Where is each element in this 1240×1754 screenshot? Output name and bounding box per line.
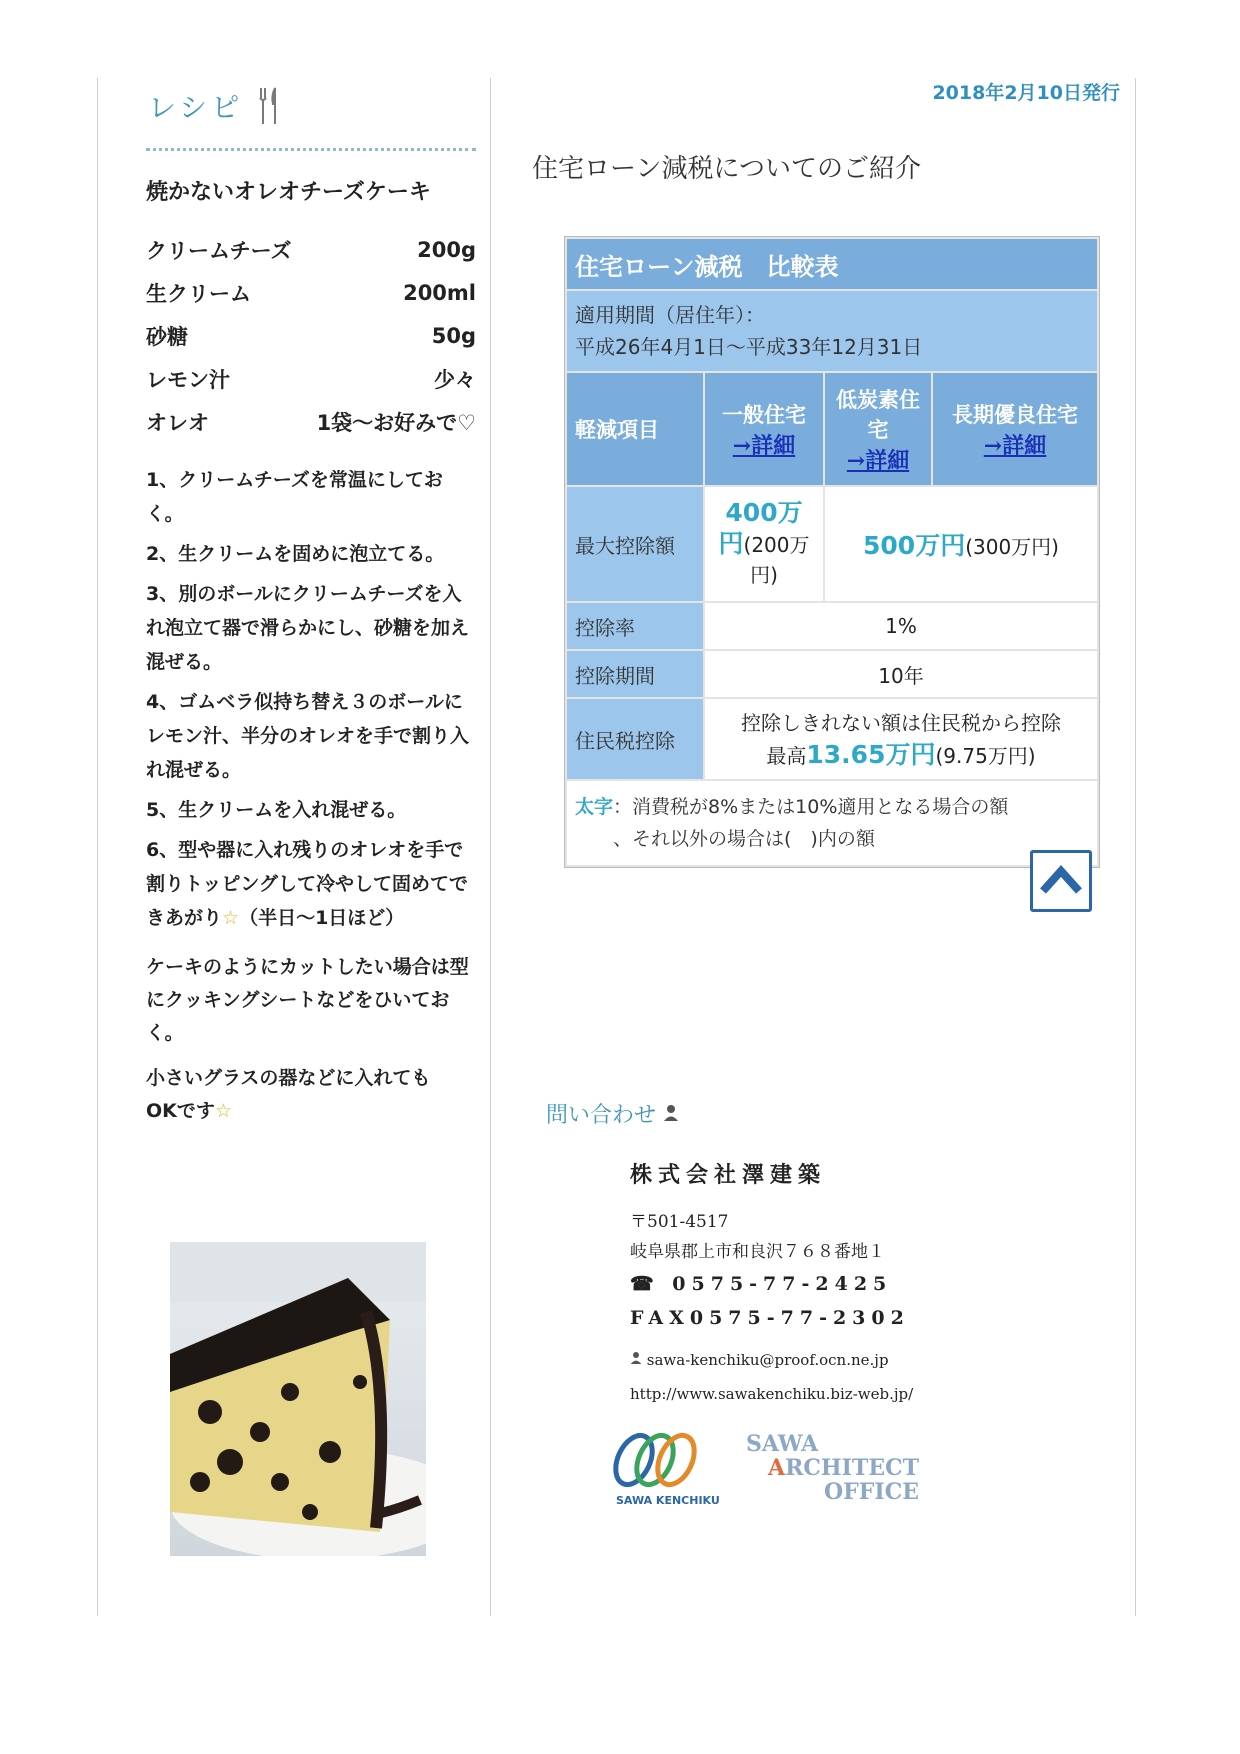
- table-title: 住宅ローン減税 比較表: [566, 238, 1098, 290]
- note-text: 小さいグラスの器などに入れても: [146, 1067, 431, 1089]
- chevron-up-icon: [1033, 853, 1089, 909]
- detail-link[interactable]: →詳細: [846, 447, 910, 474]
- resident-tax-pre: 最高: [766, 743, 807, 768]
- col-header-item: 軽減項目: [566, 372, 704, 486]
- star-icon: ☆: [214, 1100, 232, 1122]
- footnote-bold: 太字: [575, 796, 614, 818]
- ingredient-list: [146, 228, 476, 443]
- col-header-label: 一般住宅: [722, 402, 806, 427]
- brand-rest: RCHITECT: [785, 1455, 919, 1481]
- right-column: [500, 0, 1150, 1754]
- resident-tax-text: 控除しきれない額は住民税から控除: [741, 710, 1061, 735]
- url-row: [630, 1377, 913, 1411]
- row-label: 控除期間: [566, 650, 704, 698]
- recipe-heading-text: レシピ: [148, 91, 244, 124]
- recipe-step: 3、別のボールにクリームチーズを入れ泡立て器で滑らかにし、砂糖を加え混ぜる。: [146, 583, 470, 673]
- row-label: 最大控除額: [566, 486, 704, 602]
- email-link[interactable]: sawa-kenchiku@proof.ocn.ne.jp: [646, 1351, 889, 1369]
- recipe-step: 4、ゴムベラ似持ち替え３のボールにレモン汁、半分のオレオを手で割り入れ混ぜる。: [146, 691, 470, 781]
- resident-tax-value: 13.65万円: [806, 739, 936, 769]
- period-value: 平成26年4月1日～平成33年12月31日: [575, 335, 923, 359]
- max-deduction-value: 400万円: [718, 498, 803, 558]
- ingredient-name: オレオ: [146, 410, 209, 435]
- max-deduction-value: 500万円: [863, 531, 966, 560]
- recipe-column: [146, 80, 476, 1140]
- person-icon: [630, 1351, 642, 1365]
- footnote-text: ：消費税が8%または10%適用となる場合の額: [613, 796, 1009, 818]
- table-footnote: [566, 780, 1098, 866]
- table-period: [566, 290, 1098, 372]
- footnote-text2: 、それ以外の場合は( )内の額: [613, 828, 875, 850]
- deduction-rate: 1%: [704, 602, 1098, 650]
- col-header-label: 低炭素住宅: [836, 387, 920, 442]
- recipe-heading: [148, 86, 476, 126]
- ingredient-name: 生クリーム: [146, 281, 251, 306]
- ingredient-row: [146, 314, 476, 357]
- ingredient-row: [146, 271, 476, 314]
- website-link[interactable]: http://www.sawakenchiku.biz-web.jp/: [630, 1385, 914, 1403]
- recipe-step: 2、生クリームを固めに泡立てる。: [146, 543, 445, 565]
- company-name: 株式会社澤建築: [630, 1162, 827, 1188]
- cheesecake-photo: [170, 1242, 426, 1556]
- brand-initial: A: [768, 1455, 786, 1481]
- col-header-lowcarbon: [824, 372, 932, 486]
- ingredient-name: 砂糖: [146, 324, 188, 349]
- contact-block: [630, 1158, 913, 1411]
- section-title: 住宅ローン減税についてのご紹介: [532, 154, 921, 184]
- fax-number: FAX0575-77-2302: [630, 1307, 910, 1329]
- cutlery-icon: [257, 86, 281, 126]
- ingredient-row: [146, 400, 476, 443]
- col-header-longterm: [932, 372, 1098, 486]
- note-text: ケーキのようにカットしたい場合は型にクッキングシートなどをひいておく。: [146, 956, 469, 1044]
- resident-tax-deduction: [704, 698, 1098, 780]
- brand-line: OFFICE: [824, 1479, 919, 1505]
- recipe-step: 1、クリームチーズを常温にしておく。: [146, 469, 443, 525]
- ingredient-qty: 200ml: [403, 280, 476, 305]
- center-divider: [490, 78, 491, 1616]
- ingredient-qty: 少々: [434, 367, 476, 392]
- sawa-architect-logo: [746, 1432, 919, 1504]
- phone-number: ☎ 0575-77-2425: [630, 1273, 893, 1295]
- star-icon: ☆: [222, 907, 240, 929]
- sawa-kenchiku-logo-icon: [610, 1428, 700, 1492]
- note-text: OKです: [146, 1100, 215, 1122]
- ingredient-row: [146, 357, 476, 400]
- back-to-top-button[interactable]: [1030, 850, 1092, 912]
- resident-tax-alt: (9.75万円): [935, 743, 1036, 768]
- row-label: 控除率: [566, 602, 704, 650]
- postal-code: 〒501-4517: [630, 1212, 729, 1232]
- recipe-step-final: [146, 833, 476, 935]
- recipe-step: 5、生クリームを入れ混ぜる。: [146, 799, 407, 821]
- logo-caption: SAWA KENCHIKU: [616, 1494, 720, 1507]
- recipe-step: 6、型や器に入れ残りのオレオを手で割りトッピングして冷やして固めてできあがり: [146, 839, 469, 929]
- address: 岐阜県郡上市和良沢７６８番地１: [630, 1242, 885, 1262]
- col-header-general: [704, 372, 824, 486]
- max-deduction-alt: (200万円): [743, 533, 810, 587]
- ingredient-qty: 50g: [431, 323, 476, 348]
- cheesecake-image: [170, 1242, 426, 1556]
- brand-line: [746, 1456, 919, 1480]
- issue-date: 2018年2月10日発行: [932, 82, 1120, 104]
- recipe-notes: [146, 951, 476, 1128]
- ingredient-row: [146, 228, 476, 271]
- recipe-steps: [146, 463, 476, 935]
- dotted-divider: [146, 148, 476, 151]
- person-icon: [663, 1104, 679, 1122]
- max-deduction-general: [704, 486, 824, 602]
- note-ok: [146, 1062, 476, 1128]
- max-deduction-alt: (300万円): [965, 535, 1059, 559]
- max-deduction-other: [824, 486, 1098, 602]
- loan-tax-table: [564, 236, 1100, 868]
- left-border: [97, 78, 98, 1616]
- ingredient-qty: 1袋～お好みで♡: [316, 410, 476, 435]
- email-row: [630, 1343, 913, 1377]
- col-header-label: 長期優良住宅: [952, 402, 1078, 427]
- step-duration: （半日～1日ほど）: [239, 907, 405, 929]
- dish-title: 焼かないオレオチーズケーキ: [146, 180, 431, 205]
- contact-heading: [546, 1098, 679, 1129]
- detail-link[interactable]: →詳細: [983, 432, 1047, 459]
- ingredient-name: クリームチーズ: [146, 238, 292, 263]
- contact-heading-text: 問い合わせ: [546, 1103, 657, 1128]
- brand-line: SAWA: [746, 1431, 819, 1457]
- ingredient-name: レモン汁: [146, 367, 230, 392]
- ingredient-qty: 200g: [417, 237, 476, 262]
- period-label: 適用期間（居住年）：: [575, 303, 765, 327]
- deduction-period: 10年: [704, 650, 1098, 698]
- detail-link[interactable]: →詳細: [732, 432, 796, 459]
- row-label: 住民税控除: [566, 698, 704, 780]
